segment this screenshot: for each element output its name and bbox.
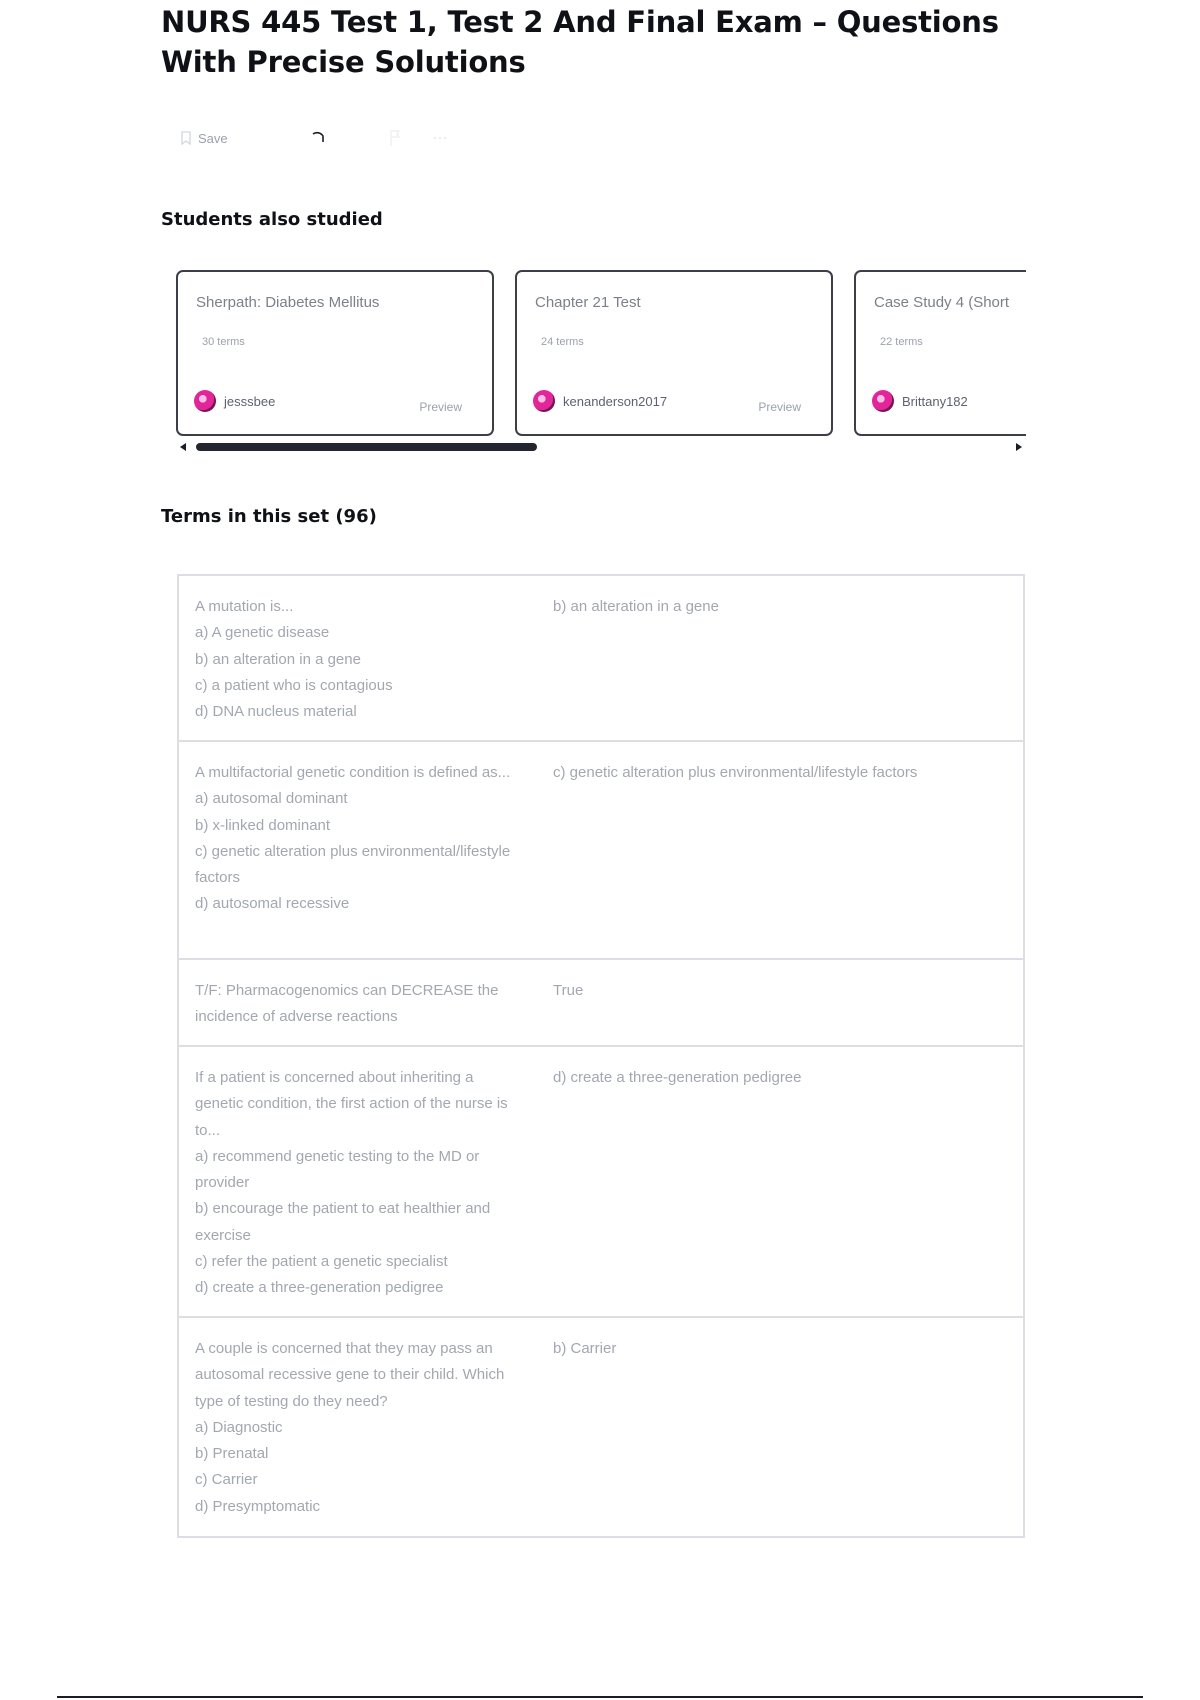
preview-button[interactable]: Preview — [758, 400, 801, 414]
term-question: A couple is concerned that they may pass an autosomal recessive gene to their child. Which type of testing do they need? a) Diagnostic b) Prenatal c) Carrier d) Presymptomatic — [195, 1340, 505, 1515]
set-toolbar — [180, 124, 480, 154]
terms-list — [177, 574, 1025, 1538]
term-row — [179, 960, 1023, 1047]
card-author[interactable] — [194, 390, 275, 412]
more-button[interactable] — [432, 124, 448, 152]
preview-button[interactable]: Preview — [419, 400, 462, 414]
term-answer: b) Carrier — [553, 1340, 617, 1357]
term-answer: True — [553, 982, 584, 999]
author-name: kenanderson2017 — [563, 393, 668, 409]
scroll-left-arrow-icon[interactable] — [180, 443, 186, 451]
avatar — [194, 390, 216, 412]
students-also-studied-heading: Students also studied — [161, 209, 383, 230]
card-term-count: 30 terms — [202, 336, 245, 348]
flag-icon — [388, 129, 402, 147]
term-row — [179, 742, 1023, 960]
flag-button[interactable] — [388, 124, 402, 152]
term-row — [179, 576, 1023, 742]
study-set-card[interactable] — [176, 270, 494, 436]
study-set-card[interactable] — [515, 270, 833, 436]
more-icon — [432, 135, 448, 141]
avatar — [533, 390, 555, 412]
term-question: A multifactorial genetic condition is defined as... a) autosomal dominant b) x-linked dominant c) genetic alteration plus environmental/lifestyle factors d) autosomal recessive — [195, 764, 511, 913]
study-set-card[interactable] — [854, 270, 1026, 436]
term-question: If a patient is concerned about inheriting a genetic condition, the first action of the nurse is to... a) recommend genetic testing to the MD or provider b) encourage the patient to eat healthier and exercise c) refer the patient a genetic specialist d) create a three-generation pedigree — [195, 1069, 508, 1297]
page-title: NURS 445 Test 1, Test 2 And Final Exam – Questions With Precise Solutions — [161, 5, 999, 79]
card-author[interactable] — [872, 390, 968, 412]
scroll-right-arrow-icon[interactable] — [1016, 443, 1022, 451]
share-icon — [310, 130, 326, 146]
term-question: A mutation is... a) A genetic disease b) an alteration in a gene c) a patient who is contagious d) DNA nucleus material — [195, 598, 393, 721]
carousel-scrollbar[interactable] — [176, 443, 1026, 453]
term-answer: d) create a three-generation pedigree — [553, 1069, 802, 1086]
term-answer: c) genetic alteration plus environmental/lifestyle factors — [553, 764, 918, 781]
card-term-count: 22 terms — [880, 336, 923, 348]
card-title: Sherpath: Diabetes Mellitus — [196, 294, 380, 311]
avatar — [872, 390, 894, 412]
card-term-count: 24 terms — [541, 336, 584, 348]
term-answer: b) an alteration in a gene — [553, 598, 719, 615]
card-title: Case Study 4 (Short — [874, 294, 1010, 311]
term-question: T/F: Pharmacogenomics can DECREASE the incidence of adverse reactions — [195, 982, 499, 1026]
term-row — [179, 1047, 1023, 1318]
card-author[interactable] — [533, 390, 667, 412]
card-title: Chapter 21 Test — [535, 294, 641, 311]
scrollbar-thumb[interactable] — [196, 443, 537, 451]
footer-divider — [57, 1696, 1143, 1698]
author-name: Brittany182 — [902, 393, 968, 409]
terms-heading: Terms in this set (96) — [161, 506, 377, 527]
study-set-carousel — [176, 270, 1026, 460]
share-button[interactable] — [310, 124, 326, 152]
author-name: jesssbee — [224, 393, 276, 409]
bookmark-icon — [180, 131, 192, 145]
save-button[interactable] — [180, 124, 228, 152]
term-row — [179, 1318, 1023, 1536]
save-label: Save — [198, 130, 228, 146]
